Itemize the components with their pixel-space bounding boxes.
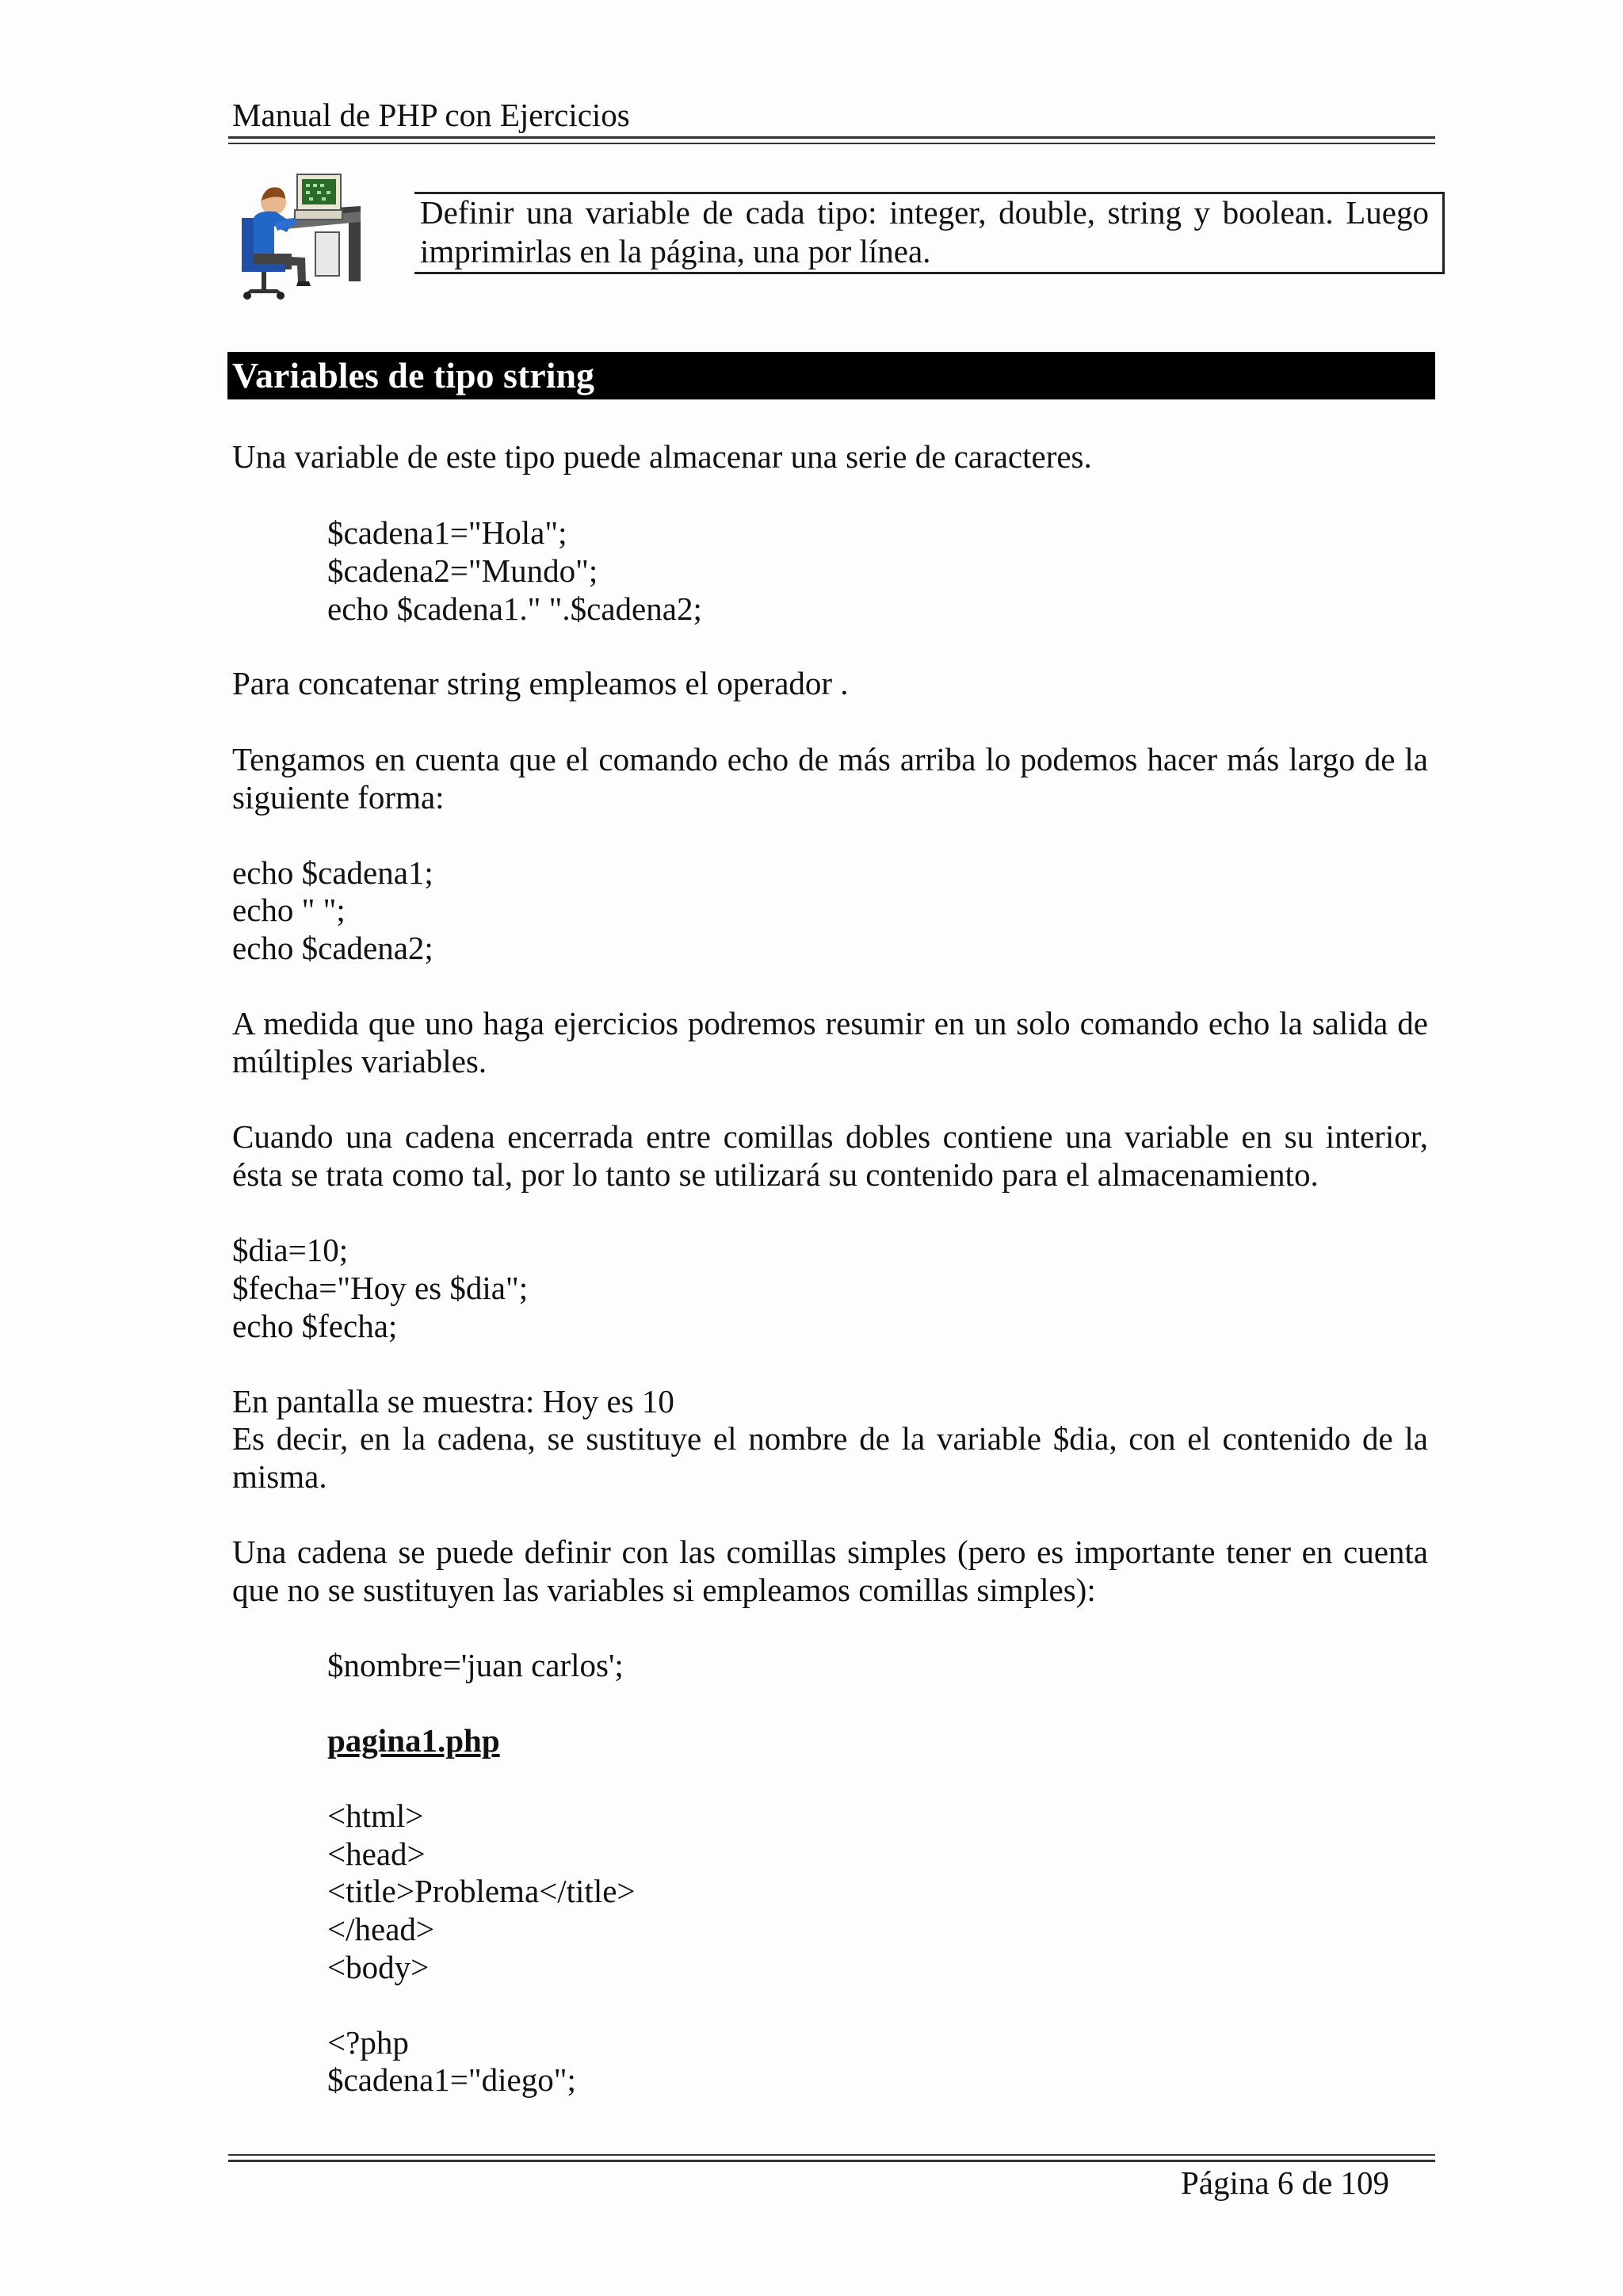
concat-note: Para concatenar string empleamos el operador .	[232, 665, 849, 701]
code-line: echo $fecha;	[232, 1308, 398, 1344]
person-at-computer-icon	[230, 162, 365, 301]
output-note: En pantalla se muestra: Hoy es 10	[232, 1383, 674, 1419]
code-line: echo $cadena1." ".$cadena2;	[327, 590, 702, 627]
code-line: $cadena2="Mundo";	[327, 552, 598, 589]
long-echo-note: Tengamos en cuenta que el comando echo de más arriba lo podemos hacer más largo de la siguiente forma:	[232, 741, 1428, 816]
code-line: $dia=10;	[232, 1232, 349, 1268]
code-line: </head>	[327, 1911, 435, 1947]
code-line: echo " ";	[232, 892, 346, 928]
code-line: <html>	[327, 1797, 424, 1834]
code-line: <head>	[327, 1836, 426, 1872]
header-rule	[228, 136, 1435, 139]
code-line: echo $cadena1;	[232, 854, 433, 891]
intro-text: Una variable de este tipo puede almacenar una serie de caracteres.	[232, 438, 1092, 475]
single-quote-note: Una cadena se puede definir con las comillas simples (pero es importante tener en cuenta que no se sustituyen las variables si empleamos comillas simples):	[232, 1534, 1428, 1608]
double-quote-note: Cuando una cadena encerrada entre comillas dobles contiene una variable en su interior, ésta se trata como tal, por lo tanto se utilizará su contenido para el almacenamiento.	[232, 1118, 1428, 1193]
footer-rule	[228, 2154, 1435, 2156]
header-title: Manual de PHP con Ejercicios	[232, 97, 630, 133]
code-line: <body>	[327, 1949, 430, 1985]
file-label: pagina1.php	[327, 1722, 500, 1759]
code-line: $nombre='juan carlos';	[327, 1647, 624, 1683]
exercise-text: Definir una variable de cada tipo: integer, double, string y boolean. Luego imprimirlas en la página, una por línea.	[420, 194, 1429, 269]
summary-note: A medida que uno haga ejercicios podremos resumir en un solo comando echo la salida de múltiples variables.	[232, 1005, 1428, 1079]
code-line: <title>Problema</title>	[327, 1873, 636, 1909]
section-title: Variables de tipo string	[232, 355, 595, 395]
code-line: $fecha="Hoy es $dia";	[232, 1270, 529, 1306]
code-line: $cadena1="diego";	[327, 2061, 576, 2098]
substitution-note: Es decir, en la cadena, se sustituye el nombre de la variable $dia, con el contenido de la misma.	[232, 1420, 1428, 1495]
page-number: Página 6 de 109	[1181, 2164, 1390, 2201]
header-rule-secondary	[228, 143, 1435, 144]
code-line: <?php	[327, 2024, 409, 2061]
code-line: echo $cadena2;	[232, 930, 433, 966]
code-line: $cadena1="Hola";	[327, 514, 567, 551]
